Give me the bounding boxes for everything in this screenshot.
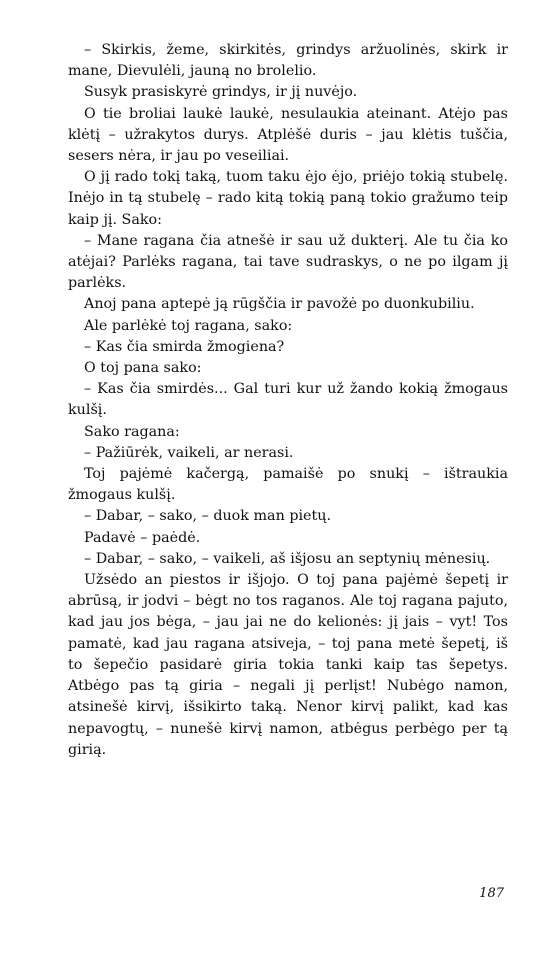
paragraph: – Pažiūrėk, vaikeli, ar nerasi. (84, 444, 294, 461)
paragraph: Padavė – paėdė. (84, 529, 201, 546)
paragraph: Toj pajėmė kačergą, pamaišė po snukį – ištraukia žmogaus kulšį. (68, 466, 508, 504)
paragraph: O tie broliai laukė laukė, nesulaukia ateinant. Atėjo pas klėtį – užrakytos durys. Atplėšė duris – jau klėtis tuščia, sesers nėra, ir jau po veseiliai. (68, 105, 508, 165)
paragraph: – Kas čia smirda žmogiena? (84, 338, 285, 355)
page-number: 187 (479, 886, 504, 901)
paragraph: Anoj pana aptepė ją rūgščia ir pavožė po duonkubiliu. (84, 296, 475, 313)
paragraph: – Mane ragana čia atnešė ir sau už dukterį. Ale tu čia ko atėjai? Parlėks ragana, tai tave sudraskys, o ne po ilgam jį parlėks. (68, 232, 508, 292)
paragraph: Užsėdo an piestos ir išjojo. O toj pana pajėmė šepetį ir abrūsą, ir jodvi – bėgt no tos raganos. Ale toj ragana pajuto, kad jau jos bėga, – jau jai ne do kelionės: jį jais – vyt! Tos pamatė, kad jau ragana atsiveja, – toj pana metė šepetį, iš to šepečio pasidarė giria tokia tanki kaip tas šepetys. Atbėgo pas tą giria – negali jį perlįst! Nubėgo namon, atsinešė kirvį, išsikirto taką. Nenor kirvį palikt, kad kas nepavogtų, – nunešė kirvį namon, atbėgus perbėgo per tą girią. (68, 572, 508, 758)
paragraph: Susyk prasiskyrė grindys, ir jį nuvėjo. (84, 84, 358, 101)
paragraph: – Dabar, – sako, – vaikeli, aš išjosu an septynių mėnesių. (84, 550, 491, 567)
paragraph: Sako ragana: (84, 423, 180, 440)
paragraph: O toj pana sako: (84, 360, 202, 377)
paragraph: Ale parlėkė toj ragana, sako: (84, 317, 293, 334)
paragraph: – Kas čia smirdės... Gal turi kur už žando kokią žmogaus kulšį. (68, 381, 508, 419)
paragraph: – Dabar, – sako, – duok man pietų. (84, 508, 332, 525)
paragraph: O jį rado tokį taką, tuom taku ėjo ėjo, priėjo tokią stubelę. Inėjo in tą stubelę – rado kitą tokią paną tokio gražumo teip kaip jį. Sako: (68, 169, 508, 228)
paragraph: – Skirkis, žeme, skirkitės, grindys aržuolinės, skirk ir mane, Dievulėli, jauną no brolelio. (68, 42, 508, 80)
text-column (68, 40, 508, 761)
